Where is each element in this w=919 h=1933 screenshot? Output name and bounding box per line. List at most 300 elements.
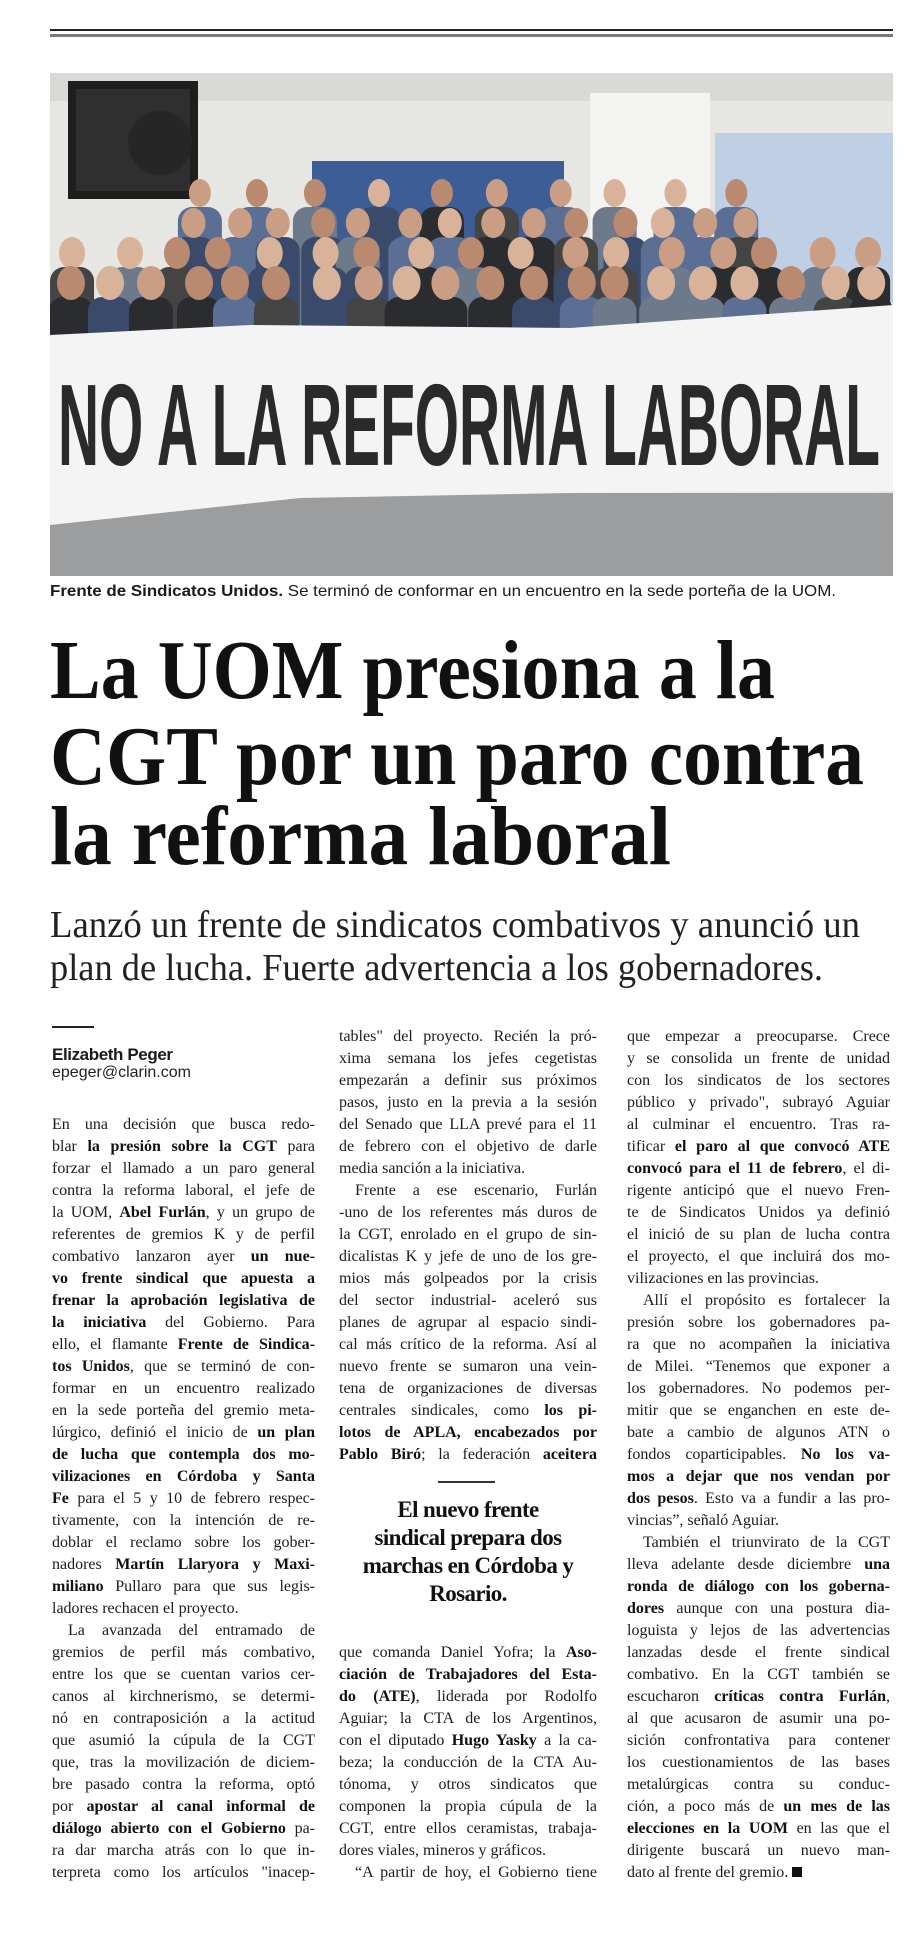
text-run: doblar el reclamo sobre los gober-: [52, 1534, 315, 1551]
text-run: lanzadas desde el frente sindical: [627, 1644, 890, 1661]
text-run: empezarán a definir sus próximos: [339, 1072, 597, 1089]
text-line: [627, 1026, 890, 1048]
bold-text-run: Martín Llaryora y Maxi-: [115, 1556, 315, 1573]
text-line: [52, 1554, 315, 1576]
text-line: [339, 1246, 597, 1268]
text-line: [627, 1400, 890, 1422]
person-head: [181, 208, 205, 238]
text-run: por: [52, 1798, 87, 1815]
person-head: [393, 266, 421, 300]
text-line: [627, 1774, 890, 1796]
person-head: [857, 266, 885, 300]
person-head: [725, 179, 747, 207]
text-line: [627, 1532, 890, 1554]
text-line: [627, 1290, 890, 1312]
text-run: , y un grupo de: [205, 1204, 315, 1221]
person-head: [508, 237, 534, 269]
text-run: a la ca-: [536, 1732, 597, 1749]
text-line: [627, 1554, 890, 1576]
text-run: la CGT, enrolado en el grupo de sin-: [339, 1226, 597, 1243]
text-line: [52, 1268, 315, 1290]
text-run: entre los que se cuentan varios cer-: [52, 1666, 315, 1683]
bold-text-run: los pi-: [544, 1402, 597, 1419]
pullquote-line: marchas en Córdoba y: [362, 1553, 574, 1578]
person-head: [651, 208, 675, 238]
pullquote-line: sindical prepara dos: [374, 1525, 562, 1550]
text-run: Allí el propósito es fortalecer la: [643, 1292, 890, 1309]
top-rule: [50, 29, 893, 31]
text-line: [339, 1268, 597, 1290]
person-head: [205, 237, 231, 269]
body-column-3: [627, 1026, 890, 1884]
bold-text-run: ciación de Trabajadores del Esta-: [339, 1666, 597, 1683]
person-head: [355, 266, 383, 300]
text-line: [339, 1730, 597, 1752]
text-line: [627, 1576, 890, 1598]
person-head: [262, 266, 290, 300]
person-head: [189, 179, 211, 207]
text-run: para: [276, 1138, 316, 1155]
text-line: [627, 1686, 890, 1708]
text-run: bate a cambio de algunos ATN o: [627, 1424, 890, 1441]
text-line: [627, 1268, 890, 1290]
text-line: [339, 1026, 597, 1048]
text-line: [339, 1048, 597, 1070]
person-head: [730, 266, 758, 300]
text-line: [339, 1708, 597, 1730]
person-head: [257, 237, 283, 269]
person-head: [164, 237, 190, 269]
bold-text-run: Frente de Sindica-: [177, 1336, 315, 1353]
text-line: [52, 1620, 315, 1642]
person-head: [481, 208, 505, 238]
person-head: [408, 237, 434, 269]
text-run: sición confrontativa para contener: [627, 1732, 890, 1749]
caption-text: Se terminó de conformar en un encuentro en la sede porteña de la UOM.: [283, 583, 807, 600]
text-run: que empezar a preocuparse. Crece: [627, 1028, 890, 1045]
text-line: [627, 1862, 890, 1884]
person-head: [228, 208, 252, 238]
text-line: [627, 1312, 890, 1334]
photo-caption: [50, 580, 893, 602]
subhead-line: Lanzó un frente de sindicatos combativos y anunció un: [50, 904, 860, 946]
person-head: [476, 266, 504, 300]
person-head: [689, 266, 717, 300]
text-line: [339, 1664, 597, 1686]
person-head: [751, 237, 777, 269]
person-head: [710, 237, 736, 269]
text-run: ra dar marcha atrás con lo que in-: [52, 1842, 315, 1859]
bold-text-run: dos pesos: [627, 1490, 694, 1507]
text-line: [52, 1664, 315, 1686]
text-run: al culminar el encuentro. Tras ra-: [627, 1116, 890, 1133]
text-line: [52, 1158, 315, 1180]
bold-text-run: vo frente sindical que apuesta a: [52, 1270, 315, 1287]
bold-text-run: No los va-: [800, 1446, 890, 1463]
text-line: [339, 1114, 597, 1136]
text-run: fondos coparticipables.: [627, 1446, 801, 1463]
person-head: [368, 179, 390, 207]
text-line: [52, 1686, 315, 1708]
text-line: [627, 1642, 890, 1664]
text-run: gremios de perfil más combativo,: [52, 1644, 315, 1661]
text-line: [52, 1532, 315, 1554]
text-line: [52, 1334, 315, 1356]
text-run: público y privado", subrayó Aguiar: [627, 1094, 890, 1111]
text-line: [627, 1334, 890, 1356]
bold-text-run: vilizaciones en Córdoba y Santa: [52, 1468, 315, 1485]
text-line: [52, 1312, 315, 1334]
text-line: [627, 1466, 890, 1488]
text-run: , el di-: [842, 1160, 890, 1177]
text-run: , liderada por Rodolfo: [415, 1688, 597, 1705]
author-email[interactable]: epeger@clarin.com: [52, 1064, 191, 1081]
text-line: [52, 1290, 315, 1312]
text-line: [52, 1488, 315, 1510]
person-head: [246, 179, 268, 207]
person-head: [221, 266, 249, 300]
text-run: lúrgico, definió el inicio de: [52, 1424, 258, 1441]
text-line: [627, 1444, 890, 1466]
text-run: terpreta como los artículos "inacep-: [52, 1864, 315, 1881]
text-line: [339, 1290, 597, 1312]
text-run: referentes de gremios K y de perfil: [52, 1226, 315, 1243]
person-head: [59, 237, 85, 269]
end-mark-icon: [792, 1867, 802, 1877]
text-run: dato al frente del gremio.: [627, 1864, 789, 1881]
text-line: [627, 1114, 890, 1136]
text-run: lleva adelante desde diciembre: [627, 1556, 865, 1573]
text-run: escucharon: [627, 1688, 715, 1705]
bold-text-run: Fe: [52, 1490, 69, 1507]
bold-text-run: mos a dejar que nos vendan por: [627, 1468, 890, 1485]
text-line: [339, 1312, 597, 1334]
text-line: [52, 1246, 315, 1268]
bold-text-run: lotos de APLA, encabezados por: [339, 1424, 597, 1441]
text-run: de Milei. “Tenemos que exponer a: [627, 1358, 890, 1375]
text-line: [52, 1730, 315, 1752]
text-run: ción, a poco más de: [627, 1798, 784, 1815]
person-head: [117, 237, 143, 269]
person-head: [693, 208, 717, 238]
text-run: tónoma, y otros sindicatos que: [339, 1776, 597, 1793]
text-run: blar: [52, 1138, 88, 1155]
person-head: [311, 208, 335, 238]
bold-text-run: convocó para el 11 de febrero: [627, 1160, 843, 1177]
text-run: En una decisión que busca redo-: [52, 1116, 315, 1133]
bold-text-run: miliano: [52, 1578, 104, 1595]
text-line: [52, 1202, 315, 1224]
text-line: [339, 1158, 597, 1180]
text-line: [339, 1752, 597, 1774]
person-head: [659, 237, 685, 269]
svg-text:Frente de Sindicatos Unidos. S: [50, 583, 836, 600]
person-head: [562, 237, 588, 269]
text-line: [627, 1752, 890, 1774]
text-line: [52, 1180, 315, 1202]
bold-text-run: Abel Furlán: [119, 1204, 206, 1221]
person-head: [810, 237, 836, 269]
bold-text-run: frenar la aprobación legislativa de: [52, 1292, 315, 1309]
text-line: [627, 1422, 890, 1444]
person-head: [522, 208, 546, 238]
text-line: [339, 1818, 597, 1840]
person-head: [266, 208, 290, 238]
bold-text-run: dores: [627, 1600, 665, 1617]
person-head: [600, 266, 628, 300]
person-head: [431, 266, 459, 300]
text-run: beza; la conducción de la CTA Au-: [339, 1754, 597, 1771]
text-line: [627, 1598, 890, 1620]
person-head: [458, 237, 484, 269]
text-run: aunque con una postura dia-: [664, 1600, 890, 1617]
text-run: , que se terminó de con-: [129, 1358, 315, 1375]
person-head: [647, 266, 675, 300]
bold-text-run: el paro al que convocó ATE: [674, 1138, 890, 1155]
text-line: [52, 1378, 315, 1400]
text-run: con el diputado: [339, 1732, 452, 1749]
person-head: [185, 266, 213, 300]
text-line: [339, 1796, 597, 1818]
text-run: ra que no acompañen la iniciativa: [627, 1336, 890, 1353]
text-line: [52, 1356, 315, 1378]
bold-text-run: aceitera: [542, 1446, 597, 1463]
text-run: tivamente, con la intención de re-: [52, 1512, 315, 1529]
text-run: combativo lanzaron ayer: [52, 1248, 251, 1265]
text-line: [339, 1092, 597, 1114]
headline: [48, 630, 893, 885]
bold-text-run: una: [864, 1556, 890, 1573]
text-line: [52, 1862, 315, 1884]
text-run: planes de agrupar al espacio sindi-: [339, 1314, 597, 1331]
text-run: Aguiar; la CTA de los Argentinos,: [339, 1710, 597, 1727]
text-run: centrales sindicales, como: [339, 1402, 545, 1419]
text-line: [339, 1334, 597, 1356]
text-line: [52, 1576, 315, 1598]
pullquote-rule: [438, 1481, 495, 1483]
person-head: [313, 266, 341, 300]
person-head: [313, 237, 339, 269]
article-photo: [50, 73, 893, 576]
text-line: [339, 1224, 597, 1246]
banner-text: NO A LA REFORMA LABORAL: [58, 360, 880, 490]
text-line: [339, 1686, 597, 1708]
text-run: . Esto va a fundir a las pro-: [693, 1490, 891, 1507]
person-head: [353, 237, 379, 269]
text-run: el proyecto, el que incluirá dos mo-: [627, 1248, 890, 1265]
person-head: [398, 208, 422, 238]
text-run: loguista y lejos de las advertencias: [627, 1622, 890, 1639]
text-run: presión sobre los gobernadores pa-: [627, 1314, 890, 1331]
text-run: los cuestionamientos de las bases: [627, 1754, 890, 1771]
bold-text-run: Hugo Yasky: [451, 1732, 537, 1749]
text-line: [627, 1048, 890, 1070]
text-line: [627, 1620, 890, 1642]
text-run: en las que el: [787, 1820, 890, 1837]
text-line: [52, 1114, 315, 1136]
text-run: forzar el llamado a un paro general: [52, 1160, 315, 1177]
bold-text-run: Pablo Biró: [339, 1446, 422, 1463]
text-line: [627, 1510, 890, 1532]
text-run: ello, el flamante: [52, 1336, 178, 1353]
text-line: [627, 1378, 890, 1400]
speaker-icon: [68, 81, 198, 199]
bold-text-run: la iniciativa: [52, 1314, 147, 1331]
text-run: vincias”, señaló Aguiar.: [627, 1512, 779, 1529]
text-line: [339, 1136, 597, 1158]
text-run: canos al kirchnerismo, se determi-: [52, 1688, 315, 1705]
text-line: [339, 1180, 597, 1202]
person-head: [564, 208, 588, 238]
person-head: [822, 266, 850, 300]
person-head: [568, 266, 596, 300]
text-run: formar en un encuentro realizado: [52, 1380, 315, 1397]
text-line: [627, 1246, 890, 1268]
pullquote-line: El nuevo frente: [397, 1497, 539, 1522]
text-run: nuevo frente se sumaron una vein-: [339, 1358, 597, 1375]
text-run: nó en contraposición a la actitud: [52, 1710, 315, 1727]
text-run: dores viales, mineros y gráficos.: [339, 1842, 547, 1859]
person-head: [304, 179, 326, 207]
text-line: [52, 1444, 315, 1466]
person-head: [604, 179, 626, 207]
text-line: [52, 1796, 315, 1818]
text-run: xima semana los jefes cegetistas: [339, 1050, 597, 1067]
text-run: combativo. En la CGT también se: [627, 1666, 890, 1683]
text-run: metalúrgicas contra su conduc-: [627, 1776, 890, 1793]
text-line: [339, 1378, 597, 1400]
text-line: [52, 1510, 315, 1532]
headline-line: La UOM presiona a la: [50, 630, 775, 717]
bold-text-run: de lucha que contempla dos mo-: [52, 1446, 315, 1463]
bold-text-run: ronda de diálogo con los goberna-: [627, 1578, 890, 1595]
text-line: [52, 1422, 315, 1444]
body-column-2-top: [339, 1026, 597, 1466]
bold-text-run: un plan: [257, 1424, 315, 1441]
text-line: [52, 1466, 315, 1488]
text-run: contra la reforma laboral, el jefe de: [52, 1182, 315, 1199]
text-line: [627, 1708, 890, 1730]
body-column-1: [52, 1114, 315, 1884]
text-line: [627, 1356, 890, 1378]
subhead-line: plan de lucha. Fuerte advertencia a los gobernadores.: [50, 947, 823, 989]
bold-text-run: Aso-: [565, 1644, 597, 1661]
person-head: [855, 237, 881, 269]
pullquote-line: Rosario.: [429, 1581, 507, 1606]
text-run: que, tras la movilización de diciem-: [52, 1754, 315, 1771]
bold-text-run: críticas contra Furlán: [714, 1688, 887, 1705]
pullquote: [339, 1496, 597, 1608]
text-run: del Senado que LLA prevé para el 11: [339, 1116, 597, 1133]
text-line: [52, 1642, 315, 1664]
text-line: [339, 1202, 597, 1224]
author-name: Elizabeth Peger: [52, 1045, 173, 1064]
text-run: y se consolida un frente de unidad: [627, 1050, 890, 1067]
text-run: mios más golpeados por la crisis: [339, 1270, 597, 1287]
text-line: [627, 1070, 890, 1092]
text-line: [339, 1862, 597, 1884]
byline-rule: [52, 1026, 94, 1028]
text-run: al que acusaron de asumir una po-: [627, 1710, 890, 1727]
text-run: del sector industrial- aceleró sus: [339, 1292, 597, 1309]
text-run: para el 5 y 10 de febrero respec-: [68, 1490, 315, 1507]
text-line: [52, 1840, 315, 1862]
text-run: -uno de los referentes más duros de: [339, 1204, 597, 1221]
text-line: [627, 1818, 890, 1840]
text-line: [52, 1136, 315, 1158]
text-line: [52, 1224, 315, 1246]
text-line: [627, 1136, 890, 1158]
text-run: en la sede porteña del gremio meta-: [52, 1402, 315, 1419]
text-run: el inició de su plan de lucha contra: [627, 1226, 890, 1243]
text-line: [52, 1752, 315, 1774]
text-line: [627, 1092, 890, 1114]
person-head: [613, 208, 637, 238]
text-run: tena de organizaciones de diversas: [339, 1380, 597, 1397]
text-run: que comanda Daniel Yofra; la: [339, 1644, 566, 1661]
text-run: del Gobierno. Para: [146, 1314, 315, 1331]
text-run: También el triunvirato de la CGT: [643, 1534, 890, 1551]
text-run: La avanzada del entramado de: [68, 1622, 315, 1639]
person-head: [438, 208, 462, 238]
text-run: tables" del proyecto. Recién la pró-: [339, 1028, 597, 1045]
text-run: ,: [886, 1688, 891, 1705]
text-line: [627, 1840, 890, 1862]
bold-text-run: un mes de las: [783, 1798, 890, 1815]
text-line: [52, 1818, 315, 1840]
person-head: [733, 208, 757, 238]
person-head: [431, 179, 453, 207]
text-run: que asumió la cúpula de la CGT: [52, 1732, 315, 1749]
text-line: [52, 1400, 315, 1422]
text-run: cal más crítico de la reforma. Así al: [339, 1336, 597, 1353]
person-head: [57, 266, 85, 300]
person-head: [96, 266, 124, 300]
text-run: vilizaciones en las provincias.: [627, 1270, 819, 1287]
bold-text-run: elecciones en la UOM: [627, 1820, 788, 1837]
text-run: tificar: [627, 1138, 675, 1155]
text-run: media sanción a la iniciativa.: [339, 1160, 526, 1177]
text-line: [339, 1070, 597, 1092]
text-line: [339, 1774, 597, 1796]
bold-text-run: tos Unidos: [52, 1358, 130, 1375]
text-run: mitir que se enganchen en este de-: [627, 1402, 890, 1419]
text-run: ; la federación: [421, 1446, 543, 1463]
text-run: con los sindicatos de los sectores: [627, 1072, 890, 1089]
text-run: Pullaro para que sus legis-: [103, 1578, 315, 1595]
text-line: [627, 1664, 890, 1686]
text-line: [627, 1224, 890, 1246]
text-line: [339, 1642, 597, 1664]
text-run: dirigente buscará un nuevo man-: [627, 1842, 890, 1859]
text-line: [339, 1356, 597, 1378]
headline-line: la reforma laboral: [50, 790, 671, 883]
text-line: [627, 1202, 890, 1224]
bold-text-run: do (ATE): [339, 1688, 416, 1705]
text-run: la UOM,: [52, 1204, 120, 1221]
text-line: [339, 1422, 597, 1444]
text-line: [339, 1840, 597, 1862]
bold-text-run: apostar al canal informal de: [86, 1798, 316, 1815]
body-column-2-bottom: [339, 1642, 597, 1884]
text-run: “A partir de hoy, el Gobierno tiene: [355, 1864, 597, 1881]
top-rule-thick: [50, 34, 893, 37]
text-line: [627, 1158, 890, 1180]
text-run: de febrero con el objetivo de darle: [339, 1138, 597, 1155]
text-run: dicalistas K y jefe de uno de los gre-: [339, 1248, 597, 1265]
text-line: [339, 1400, 597, 1422]
person-head: [346, 208, 370, 238]
